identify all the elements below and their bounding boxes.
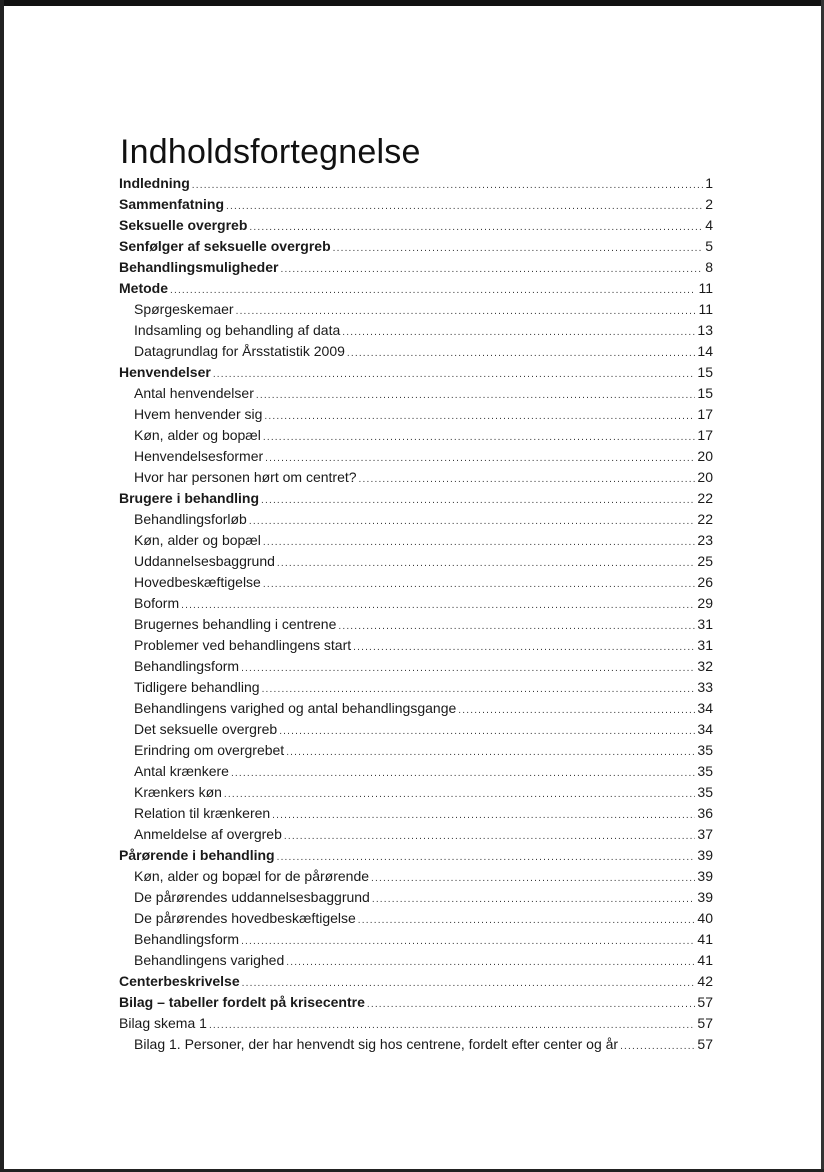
toc-dot-leader — [236, 301, 697, 322]
toc-entry-section[interactable] — [119, 887, 713, 908]
toc-entry-label: Behandlingens varighed — [134, 952, 285, 968]
toc-entry-chapter[interactable] — [119, 173, 713, 194]
toc-entry-page-number: 25 — [697, 553, 713, 569]
toc-dot-leader — [280, 259, 703, 280]
toc-entry-section[interactable] — [119, 656, 713, 677]
toc-entry-label: Bilag skema 1 — [119, 1015, 207, 1031]
toc-entry-label: Brugernes behandling i centrene — [134, 616, 337, 632]
toc-entry-label: Relation til krænkeren — [134, 805, 271, 821]
toc-entry-page-number: 4 — [705, 217, 713, 233]
toc-entry-section[interactable] — [119, 824, 713, 845]
toc-entry-label: De pårørendes uddannelsesbaggrund — [134, 889, 370, 905]
toc-entry-page-number: 35 — [697, 784, 713, 800]
toc-entry-section[interactable] — [119, 551, 713, 572]
toc-entry-label: Henvendelser — [119, 364, 211, 380]
toc-entry-page-number: 17 — [697, 427, 713, 443]
toc-entry-label: Datagrundlag for Årsstatistik 2009 — [134, 343, 345, 359]
toc-entry-section[interactable] — [119, 740, 713, 761]
toc-entry-label: Hvem henvender sig — [134, 406, 263, 422]
toc-entry-section[interactable] — [119, 950, 713, 971]
toc-dot-leader — [170, 280, 696, 301]
toc-dot-leader — [277, 847, 696, 868]
toc-entry-chapter[interactable] — [119, 1013, 713, 1034]
toc-dot-leader — [213, 364, 696, 385]
toc-dot-leader — [242, 973, 696, 994]
toc-entry-label: Behandlingens varighed og antal behandlingsgange — [134, 700, 457, 716]
toc-dot-leader — [226, 196, 703, 217]
toc-entry-label: Behandlingsforløb — [134, 511, 247, 527]
toc-entry-section[interactable] — [119, 341, 713, 362]
toc-entry-page-number: 22 — [697, 490, 713, 506]
toc-entry-page-number: 26 — [697, 574, 713, 590]
toc-entry-page-number: 22 — [697, 511, 713, 527]
toc-entry-page-number: 36 — [697, 805, 713, 821]
toc-dot-leader — [262, 679, 696, 700]
toc-entry-page-number: 31 — [697, 616, 713, 632]
toc-entry-section[interactable] — [119, 530, 713, 551]
toc-entry-label: Køn, alder og bopæl — [134, 532, 261, 548]
toc-entry-section[interactable] — [119, 572, 713, 593]
toc-entry-page-number: 39 — [697, 847, 713, 863]
toc-entry-page-number: 39 — [697, 889, 713, 905]
toc-entry-label: Pårørende i behandling — [119, 847, 275, 863]
toc-entry-label: Boform — [134, 595, 180, 611]
toc-entry-section[interactable] — [119, 803, 713, 824]
toc-entry-section[interactable] — [119, 782, 713, 803]
toc-entry-label: Køn, alder og bopæl for de pårørende — [134, 868, 370, 884]
toc-entry-label: Køn, alder og bopæl — [134, 427, 261, 443]
toc-entry-chapter[interactable] — [119, 992, 713, 1013]
toc-dot-leader — [272, 805, 695, 826]
toc-dot-leader — [353, 637, 695, 658]
toc-entry-label: Behandlingsform — [134, 931, 240, 947]
toc-entry-page-number: 11 — [698, 280, 713, 296]
toc-entry-section[interactable] — [119, 866, 713, 887]
toc-entry-page-number: 40 — [697, 910, 713, 926]
toc-entry-page-number: 20 — [697, 469, 713, 485]
toc-dot-leader — [256, 385, 696, 406]
toc-entry-chapter[interactable] — [119, 257, 713, 278]
toc-entry-page-number: 17 — [697, 406, 713, 422]
toc-entry-label: Indsamling og behandling af data — [134, 322, 341, 338]
toc-entry-page-number: 5 — [705, 238, 713, 254]
toc-entry-chapter[interactable] — [119, 971, 713, 992]
toc-entry-page-number: 35 — [697, 763, 713, 779]
toc-entry-chapter[interactable] — [119, 194, 713, 215]
table-of-contents — [119, 173, 713, 1055]
toc-entry-page-number: 34 — [697, 700, 713, 716]
toc-dot-leader — [367, 994, 696, 1015]
toc-dot-leader — [277, 553, 696, 574]
toc-dot-leader — [338, 616, 695, 637]
toc-entry-section[interactable] — [119, 299, 713, 320]
toc-entry-page-number: 33 — [697, 679, 713, 695]
toc-entry-section[interactable] — [119, 719, 713, 740]
toc-entry-label: Tidligere behandling — [134, 679, 260, 695]
toc-entry-page-number: 41 — [697, 931, 713, 947]
toc-entry-chapter[interactable] — [119, 845, 713, 866]
toc-entry-chapter[interactable] — [119, 362, 713, 383]
toc-entry-section[interactable] — [119, 383, 713, 404]
toc-entry-page-number: 57 — [697, 1015, 713, 1031]
toc-entry-page-number: 31 — [697, 637, 713, 653]
toc-entry-page-number: 11 — [698, 301, 713, 317]
toc-entry-section[interactable] — [119, 614, 713, 635]
toc-entry-section[interactable] — [119, 761, 713, 782]
toc-dot-leader — [265, 448, 695, 469]
toc-entry-label: Bilag 1. Personer, der har henvendt sig hos centrene, fordelt efter center og år — [134, 1036, 619, 1052]
toc-entry-section[interactable] — [119, 929, 713, 950]
toc-entry-label: Krænkers køn — [134, 784, 222, 800]
toc-entry-section[interactable] — [119, 635, 713, 656]
toc-entry-page-number: 41 — [697, 952, 713, 968]
toc-dot-leader — [263, 427, 696, 448]
toc-entry-section[interactable] — [119, 404, 713, 425]
toc-dot-leader — [241, 931, 695, 952]
toc-entry-label: Behandlingsmuligheder — [119, 259, 279, 275]
toc-dot-leader — [192, 175, 703, 196]
toc-entry-page-number: 23 — [697, 532, 713, 548]
toc-entry-page-number: 57 — [697, 1036, 713, 1052]
toc-entry-label: Behandlingsform — [134, 658, 240, 674]
toc-entry-page-number: 34 — [697, 721, 713, 737]
toc-dot-leader — [358, 910, 696, 931]
toc-dot-leader — [342, 322, 695, 343]
toc-entry-label: Hovedbeskæftigelse — [134, 574, 261, 590]
toc-entry-page-number: 14 — [697, 343, 713, 359]
scan-edge-top — [0, 0, 824, 6]
toc-entry-label: Anmeldelse af overgreb — [134, 826, 282, 842]
toc-entry-label: Problemer ved behandlingens start — [134, 637, 352, 653]
toc-entry-page-number: 13 — [697, 322, 713, 338]
toc-entry-section[interactable] — [119, 908, 713, 929]
toc-entry-section[interactable] — [119, 509, 713, 530]
toc-entry-label: Indledning — [119, 175, 190, 191]
toc-dot-leader — [263, 574, 696, 595]
toc-entry-section[interactable] — [119, 677, 713, 698]
toc-entry-label: Metode — [119, 280, 168, 296]
toc-entry-label: Det seksuelle overgreb — [134, 721, 278, 737]
toc-entry-label: Senfølger af seksuelle overgreb — [119, 238, 331, 254]
toc-entry-chapter[interactable] — [119, 488, 713, 509]
toc-entry-section[interactable] — [119, 467, 713, 488]
toc-entry-section[interactable] — [119, 425, 713, 446]
toc-entry-page-number: 42 — [697, 973, 713, 989]
toc-entry-page-number: 57 — [697, 994, 713, 1010]
toc-entry-label: Antal krænkere — [134, 763, 229, 779]
toc-dot-leader — [261, 490, 695, 511]
toc-entry-label: De pårørendes hovedbeskæftigelse — [134, 910, 356, 926]
toc-entry-label: Henvendelsesformer — [134, 448, 264, 464]
toc-entry-label: Erindring om overgrebet — [134, 742, 285, 758]
toc-entry-page-number: 2 — [705, 196, 713, 212]
toc-entry-page-number: 8 — [705, 259, 713, 275]
toc-entry-page-number: 29 — [697, 595, 713, 611]
toc-dot-leader — [241, 658, 695, 679]
toc-entry-section[interactable] — [119, 320, 713, 341]
toc-entry-section[interactable] — [119, 698, 713, 719]
toc-dot-leader — [263, 532, 696, 553]
toc-entry-page-number: 15 — [697, 364, 713, 380]
toc-entry-label: Sammenfatning — [119, 196, 225, 212]
toc-dot-leader — [620, 1036, 695, 1057]
toc-entry-label: Uddannelsesbaggrund — [134, 553, 275, 569]
toc-dot-leader — [264, 406, 695, 427]
toc-dot-leader — [286, 952, 695, 973]
toc-entry-section[interactable] — [119, 593, 713, 614]
toc-entry-label: Spørgeskemaer — [134, 301, 234, 317]
toc-entry-page-number: 37 — [697, 826, 713, 842]
toc-entry-chapter[interactable] — [119, 215, 713, 236]
toc-entry-page-number: 39 — [697, 868, 713, 884]
toc-dot-leader — [284, 826, 696, 847]
toc-entry-label: Brugere i behandling — [119, 490, 260, 506]
toc-entry-page-number: 20 — [697, 448, 713, 464]
toc-dot-leader — [249, 511, 696, 532]
toc-dot-leader — [359, 469, 696, 490]
toc-entry-label: Hvor har personen hørt om centret? — [134, 469, 357, 485]
toc-entry-label: Antal henvendelser — [134, 385, 254, 401]
toc-dot-leader — [231, 763, 695, 784]
toc-entry-page-number: 32 — [697, 658, 713, 674]
toc-dot-leader — [458, 700, 695, 721]
toc-dot-leader — [347, 343, 696, 364]
toc-entry-chapter[interactable] — [119, 236, 713, 257]
scan-edge-left — [0, 0, 4, 1172]
toc-dot-leader — [224, 784, 696, 805]
toc-dot-leader — [279, 721, 695, 742]
toc-entry-page-number: 1 — [705, 175, 713, 191]
toc-entry-chapter[interactable] — [119, 278, 713, 299]
toc-dot-leader — [371, 868, 695, 889]
toc-dot-leader — [286, 742, 695, 763]
toc-entry-section[interactable] — [119, 1034, 713, 1055]
toc-entry-label: Centerbeskrivelse — [119, 973, 240, 989]
toc-dot-leader — [181, 595, 695, 616]
toc-dot-leader — [333, 238, 704, 259]
toc-entry-label: Seksuelle overgreb — [119, 217, 248, 233]
toc-dot-leader — [209, 1015, 695, 1036]
toc-dot-leader — [249, 217, 703, 238]
toc-entry-label: Bilag – tabeller fordelt på krisecentre — [119, 994, 365, 1010]
toc-entry-page-number: 35 — [697, 742, 713, 758]
page-title: Indholdsfortegnelse — [120, 133, 421, 171]
toc-entry-page-number: 15 — [697, 385, 713, 401]
toc-entry-section[interactable] — [119, 446, 713, 467]
toc-dot-leader — [372, 889, 696, 910]
